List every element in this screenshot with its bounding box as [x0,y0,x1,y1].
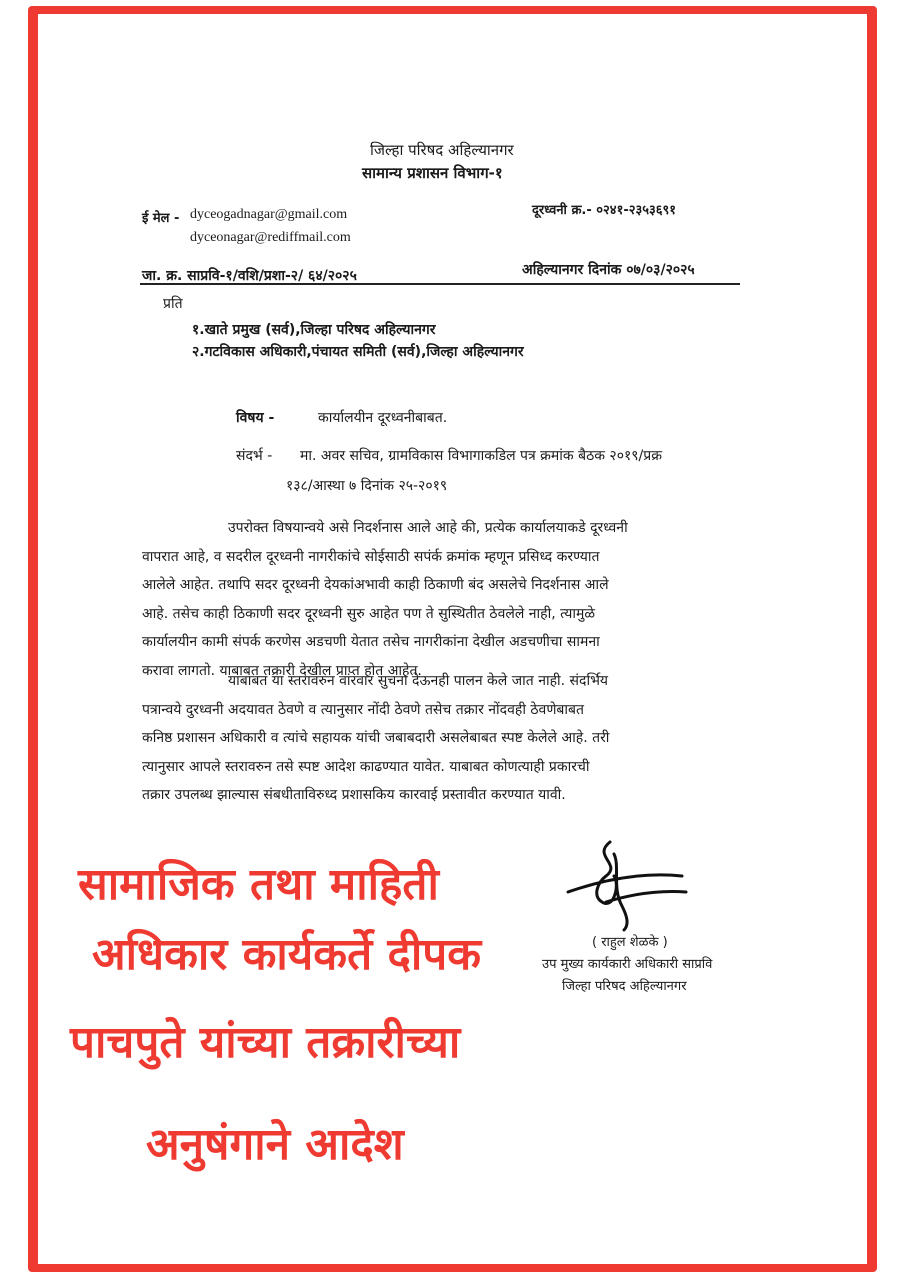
subject-text: कार्यालयीन दूरध्वनीबाबत. [318,410,448,426]
phone-number: दूरध्वनी क्र.- ०२४१-२३५३६९१ [532,203,677,218]
body-line: कनिष्ठ प्रशासन अधिकारी व त्यांचे सहायक यांची जबाबदारी असलेबाबत स्पष्ट केलेले आहे. तरी [142,730,610,746]
body-paragraph-2 [142,667,752,810]
body-line: कार्यालयीन कामी संपर्क करणेस अडचणी येतात तसेच नागरीकांना देखील अडचणीचा सामना [142,634,600,650]
letter-date: अहिल्यानगर दिनांक ०७/०३/२०२५ [522,262,695,278]
reference-line-2: १३८/आस्था ७ दिनांक २५-२०१९ [286,478,448,494]
letterhead-department: सामान्य प्रशासन विभाग-१ [362,164,503,182]
overlay-caption-line-3: पाचपुते यांच्या तक्रारीच्या [70,1017,461,1068]
body-line: तक्रार उपलब्ध झाल्यास संबधीताविरुध्द प्रशासकिय कारवाई प्रस्तावीत करण्यात यावी. [142,787,566,803]
overlay-caption-line-1: सामाजिक तथा माहिती [78,859,439,910]
letter-reference-number: जा. क्र. साप्रवि-१/वशि/प्रशा-२/ ६४/२०२५ [142,268,357,284]
body-line: वापरात आहे, व सदरील दूरध्वनी नागरीकांचे सोईसाठी सपंर्क क्रमांक म्हणून प्रसिध्द करण्यात [142,548,600,565]
body-line: पत्रान्वये दुरध्वनी अदयावत ठेवणे व त्यानुसार नोंदी ठेवणे तसेच तक्रार नोंदवही ठेवणेबाबत [142,701,585,718]
reference-line-1: मा. अवर सचिव, ग्रामविकास विभागाकडिल पत्र क्रमांक बैठक २०१९/प्रक्र [300,448,662,464]
signatory-designation: उप मुख्य कार्यकारी अधिकारी साप्रवि [542,957,713,972]
letterhead-org: जिल्हा परिषद अहिल्यानगर [370,141,514,159]
header-divider [140,283,740,285]
subject-label: विषय - [236,410,275,426]
signatory-name: ( राहुल शेळके ) [592,935,668,950]
signature-mark [562,836,692,932]
email-address-1: dyceogadnagar@gmail.com [190,207,348,222]
email-label: ई मेल - [142,211,180,226]
recipients-label: प्रति [163,296,183,312]
signatory-organization: जिल्हा परिषद अहिल्यानगर [562,979,687,994]
body-line: त्यानुसार आपले स्तरावरुन तसे स्पष्ट आदेश काढण्यात यावेत. याबाबत कोणत्याही प्रकारची [142,758,590,775]
overlay-caption-line-4: अनुषंगाने आदेश [146,1119,404,1170]
body-line: याबाबत या स्तरावरुन वांरवार सुचना देऊनही पालन केले जात नाही. संदर्भिय [228,673,609,689]
body-line: उपरोक्त विषयान्वये असे निदर्शनास आले आहे की, प्रत्येक कार्यालयाकडे दूरध्वनी [228,520,628,536]
reference-label: संदर्भ - [236,448,273,464]
overlay-caption-line-2: अधिकार कार्यकर्ते दीपक [92,929,482,980]
body-paragraph-1 [142,514,752,685]
body-line: आलेले आहेत. तथापि सदर दूरध्वनी देयकांअभावी काही ठिकाणी बंद असलेचे निदर्शनास आले [142,577,609,593]
recipient-line-2: २.गटविकास अधिकारी,पंचायत समिती (सर्व),जिल्हा अहिल्यानगर [192,344,524,360]
recipient-line-1: १.खाते प्रमुख (सर्व),जिल्हा परिषद अहिल्यानगर [192,322,436,338]
body-line: करावा लागतो. याबाबत तक्रारी देखील प्राप्त होत आहेत. [142,662,422,679]
email-address-2: dyceonagar@rediffmail.com [190,230,351,245]
body-line: आहे. तसेच काही ठिकाणी सदर दूरध्वनी सुरु आहेत पण ते सुस्थितीत ठेवलेले नाही, त्यामुळे [142,605,595,622]
